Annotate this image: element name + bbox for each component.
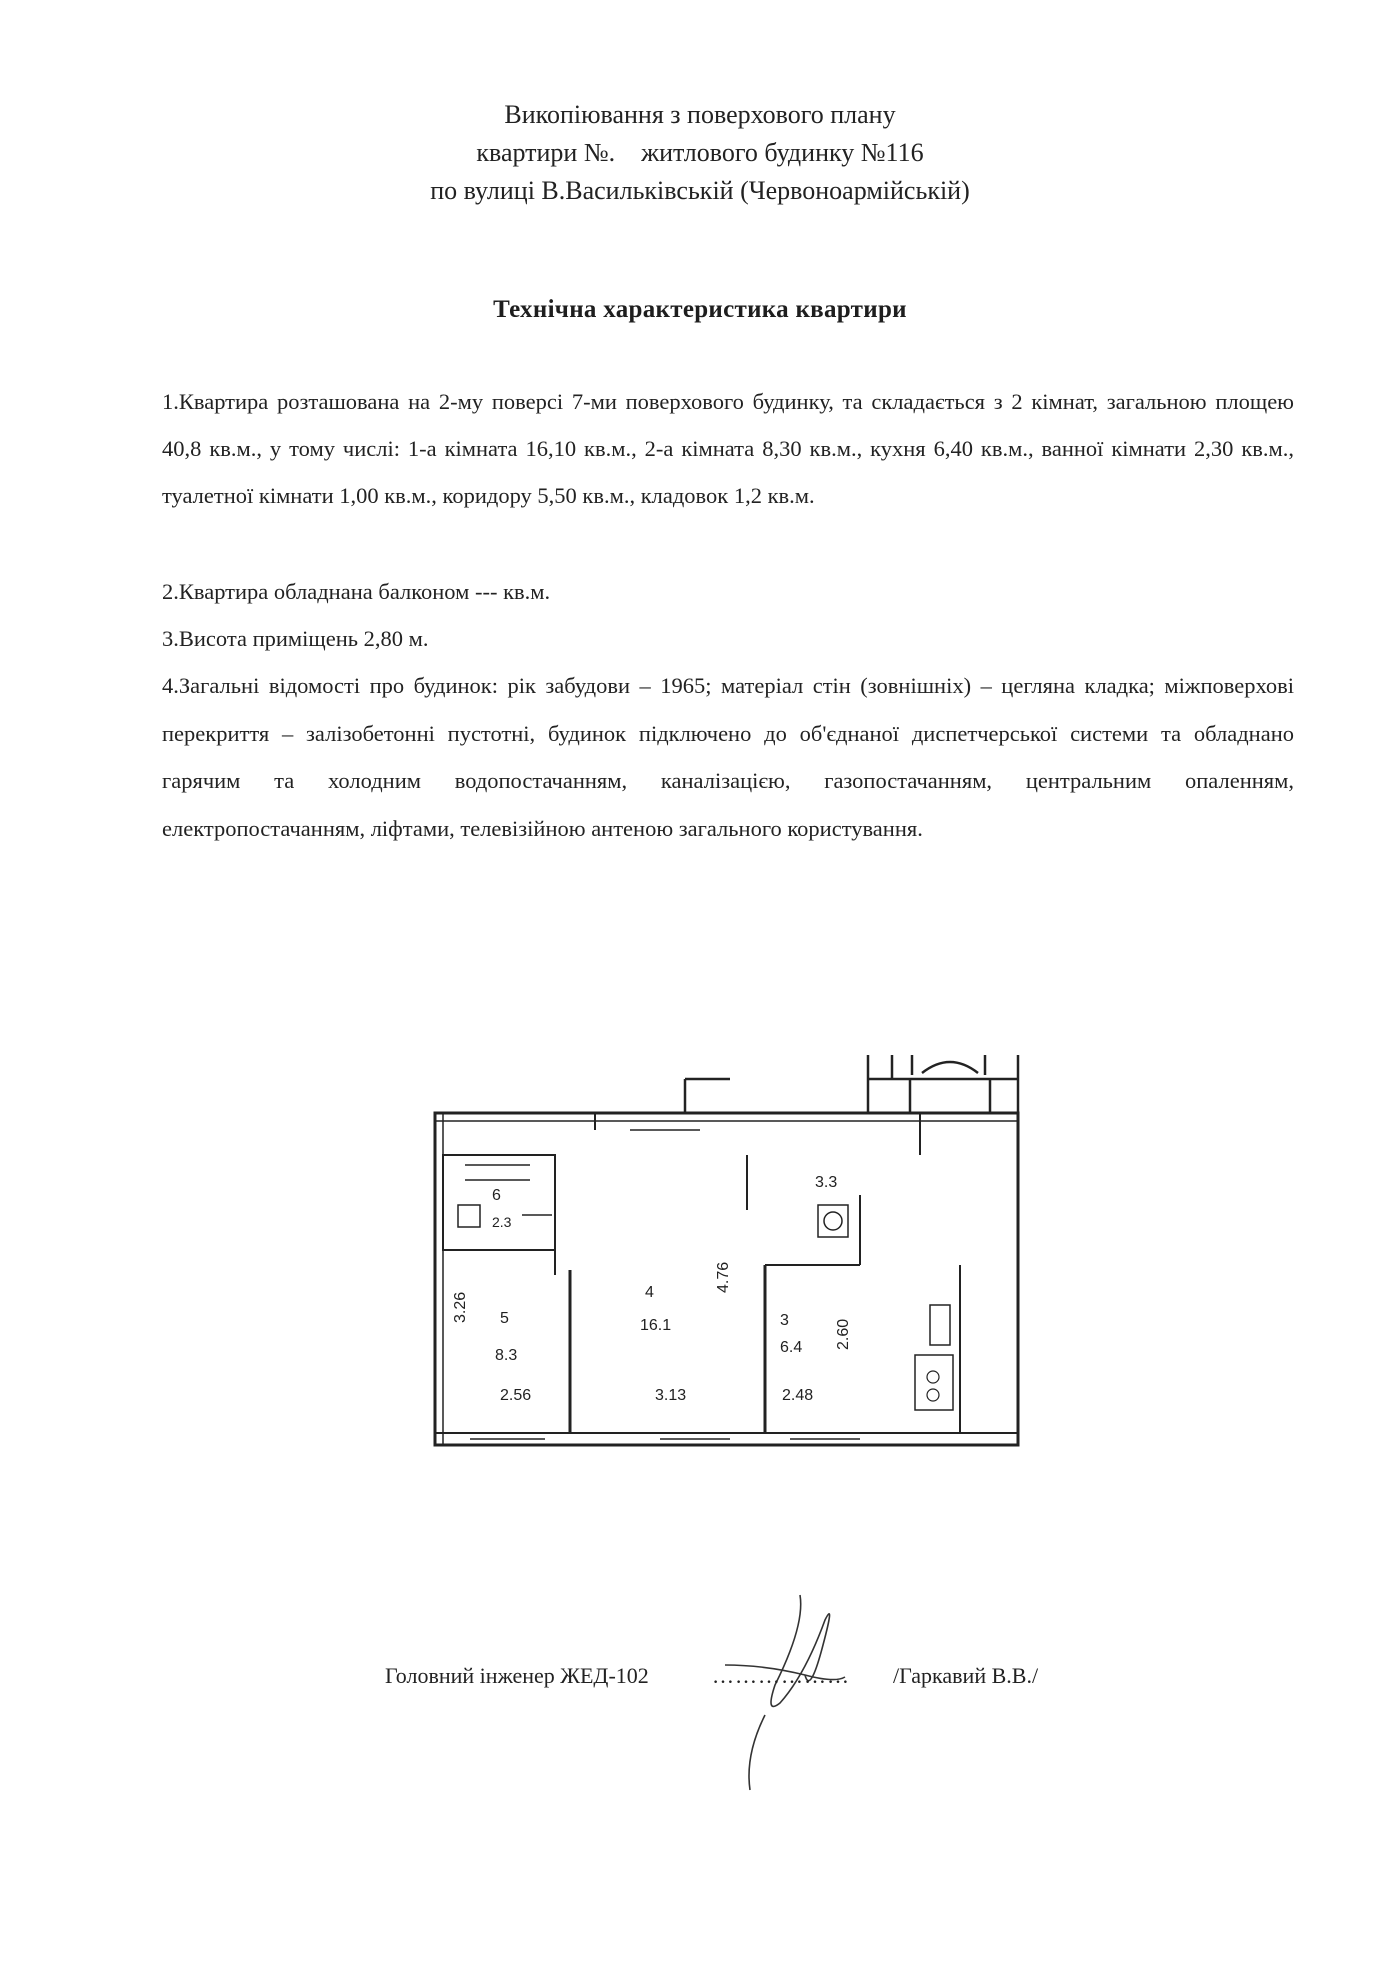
plan-label-room3-dim-bottom: 2.48 [782,1387,814,1404]
header-line-3: по вулиці В.Васильківській (Червоноармійській) [430,176,970,205]
signature-block [0,1663,1400,1703]
plan-label-room4-dim-side: 4.76 [715,1261,732,1293]
paragraph-height: 3.Висота приміщень 2,80 м. [162,626,429,651]
plan-label-room5-dim-bottom: 2.56 [500,1387,532,1404]
plan-label-room3-area: 6.4 [780,1339,803,1356]
plan-label-corridor-area: 3.3 [815,1174,838,1191]
plan-label-room6: 6 [492,1187,501,1204]
paragraph-composition: 1.Квартира розташована на 2-му поверсі 7-ми поверхового будинку, та складається з 2 кімнат, загальною площею 40,8 кв.м., у тому числі: 1-а кімната 16,10 кв.м., 2-а кімната 8,30 кв.м., кухня 6,40 кв.м., ванної кімнати 2,30 кв.м., туалетної кімнати 1,00 кв.м., коридору 5,50 кв.м., кладовок 1,2 кв.м. [162,389,1294,508]
plan-label-room5-area: 8.3 [495,1347,518,1364]
floor-plan [430,1055,1030,1450]
plan-label-room4-dim-bottom: 3.13 [655,1387,687,1404]
plan-labels [452,1174,852,1404]
header-line-1: Викопіювання з поверхового плану [504,100,896,129]
paragraph-balcony: 2.Квартира обладнана балконом --- кв.м. [162,579,551,604]
section-title: Технічна характеристика квартири [493,296,907,323]
plan-label-room6-area: 2.3 [492,1214,512,1230]
header-line-2: квартири №. житлового будинку №116 [476,138,924,167]
signature-dots: ……………… [712,1663,850,1688]
plan-label-room5: 5 [500,1310,509,1327]
plan-label-room4-area: 16.1 [640,1317,672,1334]
signature-name: /Гаркавий В.В./ [893,1663,1039,1688]
signature-label: Головний інженер ЖЕД-102 [385,1663,649,1688]
plan-label-room4: 4 [645,1284,654,1301]
plan-label-room3: 3 [780,1312,789,1329]
plan-label-room5-dim-side: 3.26 [452,1291,469,1323]
plan-label-room3-dim-side: 2.60 [835,1318,852,1350]
floor-plan-drawing [430,1055,1030,1450]
document-header [0,96,1400,210]
paragraph-building-info: 4.Загальні відомості про будинок: рік забудови – 1965; матеріал стін (зовнішніх) – цегляна кладка; міжповерхові перекриття – залізобетонні пустотні, будинок підключено до об'єднаної диспетчерської системи та обладнано гарячим та холодним водопостачанням, каналізацією, газопостачанням, центральним опаленням, електропостачанням, ліфтами, телевізійною антеною загального користування. [162,673,1294,841]
